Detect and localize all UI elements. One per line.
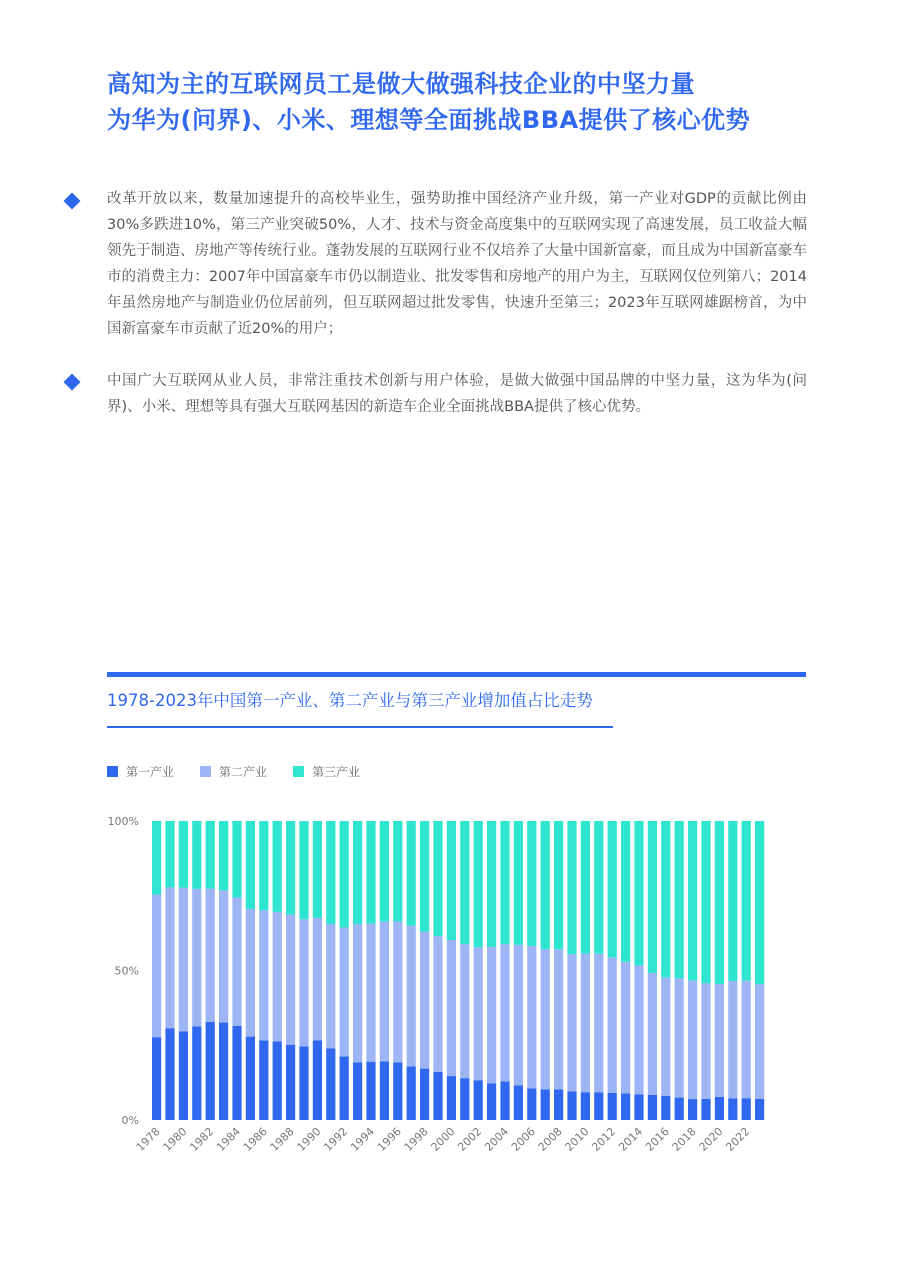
bar-segment-2-1991: [326, 924, 335, 1048]
bar-segment-1-1998: [420, 1069, 429, 1120]
bar-segment-3-2011: [594, 821, 603, 954]
bar-segment-2-1982: [206, 889, 215, 1022]
bar-segment-3-2005: [514, 821, 523, 945]
y-tick-label: 100%: [107, 815, 139, 828]
bar-segment-3-2008: [554, 821, 563, 949]
bar-segment-1-2000: [447, 1076, 456, 1120]
bar-segment-2-1993: [353, 924, 362, 1062]
bar-segment-3-2010: [581, 821, 590, 953]
x-tick-label: 1982: [187, 1124, 217, 1154]
bar-segment-3-1983: [219, 821, 228, 890]
x-tick-label: 2018: [669, 1124, 699, 1154]
x-tick-label: 2012: [589, 1124, 619, 1154]
x-tick-label: 1986: [240, 1124, 270, 1154]
paragraph-1: 改革开放以来，数量加速提升的高校毕业生，强势助推中国经济产业升级，第一产业对GDP的贡献比例由30%多跌进10%，第三产业突破50%，人才、技术与资金高度集中的互联网实现了高速发展，员工收益大幅领先于制造、房地产等传统行业。蓬勃发展的互联网行业不仅培养了大量中国新富豪，而且成为中国新富豪车市的消费主力：2007年中国富豪车市仍以制造业、批发零售和房地产的用户为主，互联网仅位列第八；2014年虽然房地产与制造业仍位居前列，但互联网超过批发零售，快速升至第三；2023年互联网雄踞榜首，为中国新富豪车市贡献了近20%的用户；: [107, 191, 807, 337]
bar-segment-1-2016: [661, 1096, 670, 1120]
bar-segment-2-2003: [487, 947, 496, 1083]
bar-segment-3-1994: [366, 821, 375, 924]
bar-segment-3-2002: [474, 821, 483, 947]
bar-segment-1-1984: [232, 1026, 241, 1120]
bar-segment-2-1990: [313, 918, 322, 1041]
bar-segment-3-1990: [313, 821, 322, 918]
bar-segment-2-2006: [527, 946, 536, 1088]
bar-segment-1-2020: [715, 1097, 724, 1120]
bar-segment-2-2012: [608, 957, 617, 1092]
bar-segment-2-2013: [621, 962, 630, 1094]
bar-segment-2-2011: [594, 954, 603, 1093]
bar-segment-3-2004: [500, 821, 509, 944]
bar-segment-1-2023: [755, 1099, 764, 1120]
legend-label-secondary: 第二产业: [219, 765, 268, 779]
bar-segment-1-1981: [192, 1026, 201, 1120]
bar-segment-2-2002: [474, 947, 483, 1080]
bar-segment-1-1982: [206, 1022, 215, 1120]
bar-segment-1-1999: [433, 1072, 442, 1120]
bar-segment-3-1979: [165, 821, 174, 887]
x-tick-label: 2008: [535, 1124, 565, 1154]
bar-segment-2-2000: [447, 940, 456, 1076]
bar-segment-3-1991: [326, 821, 335, 924]
bar-segment-1-2021: [728, 1098, 737, 1120]
bar-segment-2-1988: [286, 915, 295, 1045]
bar-segment-1-2018: [688, 1099, 697, 1120]
x-tick-label: 2014: [616, 1124, 646, 1154]
bar-segment-2-2009: [567, 954, 576, 1091]
bar-segment-3-2014: [634, 821, 643, 965]
bar-segment-1-1985: [246, 1037, 255, 1120]
bar-segment-1-2005: [514, 1085, 523, 1120]
x-tick-label: 1992: [321, 1124, 351, 1154]
bar-segment-3-2012: [608, 821, 617, 957]
bar-segment-3-1996: [393, 821, 402, 921]
bar-segment-1-1993: [353, 1062, 362, 1120]
bar-segment-2-2016: [661, 977, 670, 1095]
bar-segment-1-2010: [581, 1092, 590, 1120]
bar-segment-3-1980: [179, 821, 188, 888]
bar-segment-2-1983: [219, 890, 228, 1022]
bar-segment-1-2007: [541, 1090, 550, 1121]
bar-segment-2-1989: [299, 919, 308, 1046]
bar-segment-1-1990: [313, 1040, 322, 1120]
bar-segment-1-2017: [675, 1098, 684, 1120]
bar-segment-1-1986: [259, 1040, 268, 1120]
bar-segment-1-1979: [165, 1028, 174, 1120]
bar-segment-3-2023: [755, 821, 764, 984]
bar-segment-2-2019: [701, 983, 710, 1098]
x-tick-label: 1988: [267, 1124, 297, 1154]
bar-segment-2-2017: [675, 978, 684, 1097]
bar-segment-1-1988: [286, 1045, 295, 1120]
bar-segment-2-2023: [755, 984, 764, 1099]
bar-segment-2-1981: [192, 889, 201, 1027]
legend-label-primary: 第一产业: [126, 765, 175, 779]
bar-segment-2-1995: [380, 921, 389, 1061]
bar-segment-1-1992: [340, 1056, 349, 1120]
bar-segment-2-1984: [232, 898, 241, 1026]
bar-segment-2-1987: [273, 912, 282, 1041]
bar-segment-2-2010: [581, 953, 590, 1092]
bar-segment-3-1987: [273, 821, 282, 912]
bar-segment-3-1998: [420, 821, 429, 932]
x-tick-label: 1998: [401, 1124, 431, 1154]
bar-segment-3-2021: [728, 821, 737, 981]
bar-segment-2-1979: [165, 887, 174, 1028]
page-title-line-1: 高知为主的互联网员工是做大做强科技企业的中坚力量: [107, 70, 695, 98]
bar-segment-1-2012: [608, 1093, 617, 1120]
bar-segment-3-1978: [152, 821, 161, 895]
bar-segment-1-2014: [634, 1094, 643, 1120]
bar-segment-3-1985: [246, 821, 255, 909]
x-tick-label: 2006: [508, 1124, 538, 1154]
bar-segment-1-1978: [152, 1037, 161, 1120]
bar-segment-2-2015: [648, 973, 657, 1095]
bar-segment-3-2000: [447, 821, 456, 940]
bar-segment-3-2006: [527, 821, 536, 946]
bar-segment-2-1994: [366, 924, 375, 1062]
bar-segment-3-2017: [675, 821, 684, 978]
bar-segment-1-1987: [273, 1041, 282, 1120]
bar-segment-2-2005: [514, 945, 523, 1086]
x-tick-label: 2020: [696, 1124, 726, 1154]
bar-segment-1-1997: [407, 1066, 416, 1120]
bar-segment-3-1997: [407, 821, 416, 926]
bar-segment-1-1994: [366, 1062, 375, 1120]
bar-segment-1-2009: [567, 1091, 576, 1120]
bar-segment-1-1983: [219, 1023, 228, 1120]
bar-segment-3-1984: [232, 821, 241, 898]
bar-segment-2-1978: [152, 895, 161, 1038]
bar-segment-2-1980: [179, 888, 188, 1032]
x-tick-label: 1978: [133, 1124, 163, 1154]
bar-segment-1-2015: [648, 1095, 657, 1120]
x-tick-label: 2022: [723, 1124, 753, 1154]
x-tick-label: 2002: [455, 1124, 485, 1154]
bar-segment-2-2018: [688, 980, 697, 1099]
bar-segment-3-1982: [206, 821, 215, 889]
bar-segment-2-2022: [742, 981, 751, 1099]
bar-segment-2-2020: [715, 984, 724, 1097]
bar-segment-3-1989: [299, 821, 308, 919]
bar-segment-3-2022: [742, 821, 751, 981]
x-tick-label: 1984: [214, 1124, 244, 1154]
bar-segment-3-2013: [621, 821, 630, 962]
bar-segment-3-2016: [661, 821, 670, 977]
bar-segment-1-1989: [299, 1046, 308, 1120]
bar-segment-2-1997: [407, 926, 416, 1067]
bar-segment-3-1992: [340, 821, 349, 927]
bar-segment-3-2009: [567, 821, 576, 954]
bar-segment-3-2015: [648, 821, 657, 973]
x-tick-label: 1994: [348, 1124, 378, 1154]
bar-segment-3-1993: [353, 821, 362, 924]
bar-segment-3-2003: [487, 821, 496, 947]
bar-segment-1-1991: [326, 1048, 335, 1120]
y-tick-label: 50%: [114, 964, 139, 978]
bar-segment-3-1981: [192, 821, 201, 889]
bar-segment-3-1986: [259, 821, 268, 910]
bar-segment-1-2013: [621, 1093, 630, 1120]
bar-segment-1-2003: [487, 1083, 496, 1120]
bar-segment-2-2004: [500, 944, 509, 1081]
bar-segment-3-1995: [380, 821, 389, 921]
x-tick-label: 2000: [428, 1124, 458, 1154]
x-tick-label: 1990: [294, 1124, 324, 1154]
bar-segment-3-1999: [433, 821, 442, 936]
bar-segment-3-2007: [541, 821, 550, 949]
bar-segment-1-2002: [474, 1080, 483, 1120]
bar-segment-3-2020: [715, 821, 724, 984]
bar-segment-1-2004: [500, 1081, 509, 1120]
chart-title: 1978-2023年中国第一产业、第二产业与第三产业增加值占比走势: [107, 691, 593, 710]
bar-segment-2-2008: [554, 949, 563, 1089]
bar-segment-1-2008: [554, 1090, 563, 1121]
bar-segment-2-1985: [246, 909, 255, 1037]
bar-segment-2-2001: [460, 944, 469, 1078]
paragraph-2: 中国广大互联网从业人员，非常注重技术创新与用户体验，是做大做强中国品牌的中坚力量，这为华为(问界)、小米、理想等具有强大互联网基因的新造车企业全面挑战BBA提供了核心优势。: [107, 373, 807, 415]
bar-segment-2-1999: [433, 936, 442, 1072]
x-tick-label: 1996: [374, 1124, 404, 1154]
page-title-line-2: 为华为(问界)、小米、理想等全面挑战BBA提供了核心优势: [107, 106, 751, 134]
x-tick-label: 1980: [160, 1124, 190, 1154]
legend-label-tertiary: 第三产业: [312, 765, 361, 779]
x-tick-label: 2004: [482, 1124, 512, 1154]
bar-segment-1-1995: [380, 1061, 389, 1120]
x-tick-label: 2016: [642, 1124, 672, 1154]
bar-segment-3-2018: [688, 821, 697, 980]
bar-segment-2-1998: [420, 932, 429, 1069]
bar-segment-1-1996: [393, 1062, 402, 1120]
bar-segment-3-2001: [460, 821, 469, 944]
bar-segment-2-2021: [728, 981, 737, 1099]
bar-segment-2-2014: [634, 965, 643, 1094]
x-tick-label: 2010: [562, 1124, 592, 1154]
bar-segment-2-2007: [541, 949, 550, 1089]
bar-segment-1-1980: [179, 1032, 188, 1121]
bar-segment-1-2019: [701, 1099, 710, 1120]
bar-segment-2-1996: [393, 921, 402, 1062]
bar-segment-2-1992: [340, 927, 349, 1056]
y-tick-label: 0%: [121, 1114, 139, 1127]
bar-segment-2-1986: [259, 910, 268, 1040]
bar-segment-1-2006: [527, 1088, 536, 1120]
bar-segment-1-2022: [742, 1098, 751, 1120]
bar-segment-3-1988: [286, 821, 295, 915]
bar-segment-3-2019: [701, 821, 710, 983]
bar-segment-1-2001: [460, 1078, 469, 1120]
bar-segment-1-2011: [594, 1092, 603, 1120]
